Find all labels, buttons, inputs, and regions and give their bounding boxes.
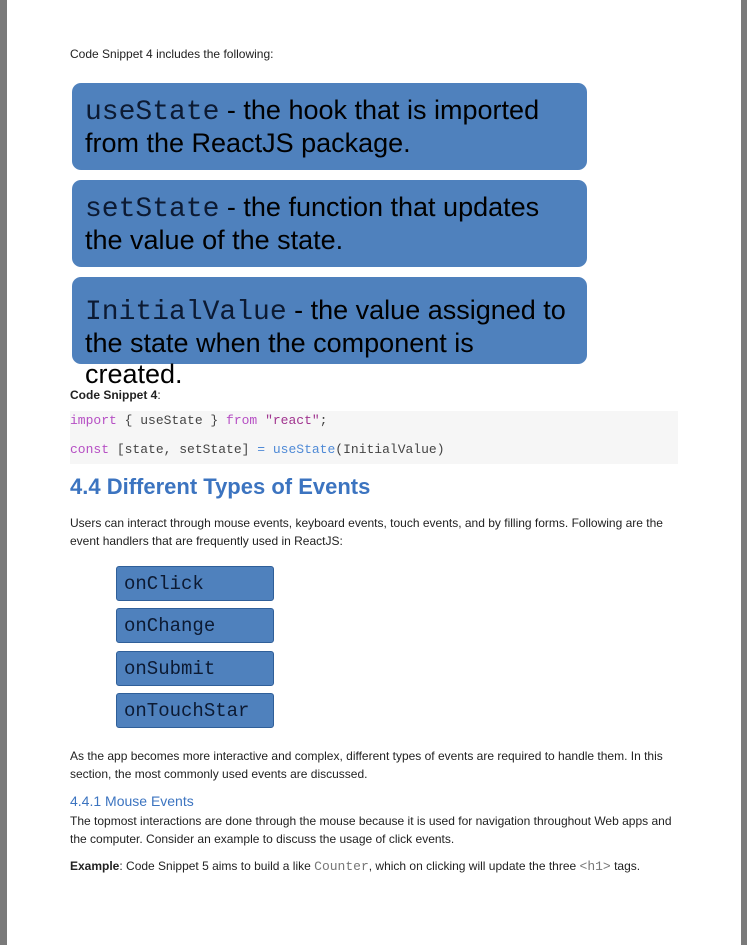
event-handler-box: onChange — [116, 608, 274, 643]
snippet-label-suffix: : — [157, 388, 161, 402]
code-text: { useState } — [116, 413, 227, 428]
intro-text: Code Snippet 4 includes the following: — [70, 47, 274, 61]
code-block — [70, 411, 678, 464]
mouse-events-paragraph: The topmost interactions are done through the mouse because it is used for navigation throughout Web apps and the computer. Consider an example to discuss the usage of click events. — [70, 814, 672, 846]
event-handler-box: onTouchStar — [116, 693, 274, 728]
inline-code: <h1> — [579, 859, 611, 874]
snippet-label — [70, 386, 161, 404]
definition-desc: - the hook that is imported from the ReactJS package. — [85, 95, 540, 158]
definition-code: useState — [85, 97, 220, 128]
example-text: : Code Snippet 5 aims to build a like — [119, 859, 315, 873]
events-paragraph: As the app becomes more interactive and complex, different types of events are required to handle them. In this section, the most commonly used events are discussed. — [70, 749, 663, 781]
definition-box-usestate — [72, 83, 587, 170]
document-page — [7, 0, 741, 945]
event-handler-box: onSubmit — [116, 651, 274, 686]
code-space — [265, 442, 273, 457]
section-heading: 4.4 Different Types of Events — [70, 474, 371, 499]
code-text: (InitialValue) — [335, 442, 445, 457]
code-keyword: import — [70, 413, 117, 428]
code-line-2 — [70, 442, 445, 457]
code-line-1 — [70, 413, 327, 428]
definition-code: InitialValue — [85, 297, 287, 328]
definition-code: setState — [85, 194, 220, 225]
definition-box-initialvalue — [72, 277, 587, 389]
definition-desc: - the value assigned to the state when the component is created. — [85, 295, 566, 389]
code-keyword: from — [226, 413, 258, 428]
code-text: ; — [319, 413, 328, 428]
definition-box-setstate — [72, 180, 587, 267]
events-intro: Users can interact through mouse events, keyboard events, touch events, and by filling forms. Following are the event handlers that are frequently used in ReactJS: — [70, 516, 663, 548]
code-space — [257, 413, 265, 428]
snippet-label-bold: Code Snippet 4 — [70, 388, 158, 402]
example-text: tags. — [610, 859, 641, 873]
code-operator: = — [257, 442, 266, 457]
inline-code: Counter — [314, 859, 369, 874]
code-text: [state, setState] — [109, 442, 258, 457]
example-paragraph — [70, 857, 690, 876]
code-string: "react" — [265, 413, 320, 428]
example-text: , which on clicking will update the three — [368, 859, 580, 873]
subsection-heading: 4.4.1 Mouse Events — [70, 793, 194, 809]
definition-desc: - the function that updates the value of the state. — [85, 192, 540, 255]
code-keyword: const — [70, 442, 110, 457]
example-label: Example — [70, 859, 120, 873]
event-handler-box: onClick — [116, 566, 274, 601]
code-function: useState — [272, 442, 336, 457]
